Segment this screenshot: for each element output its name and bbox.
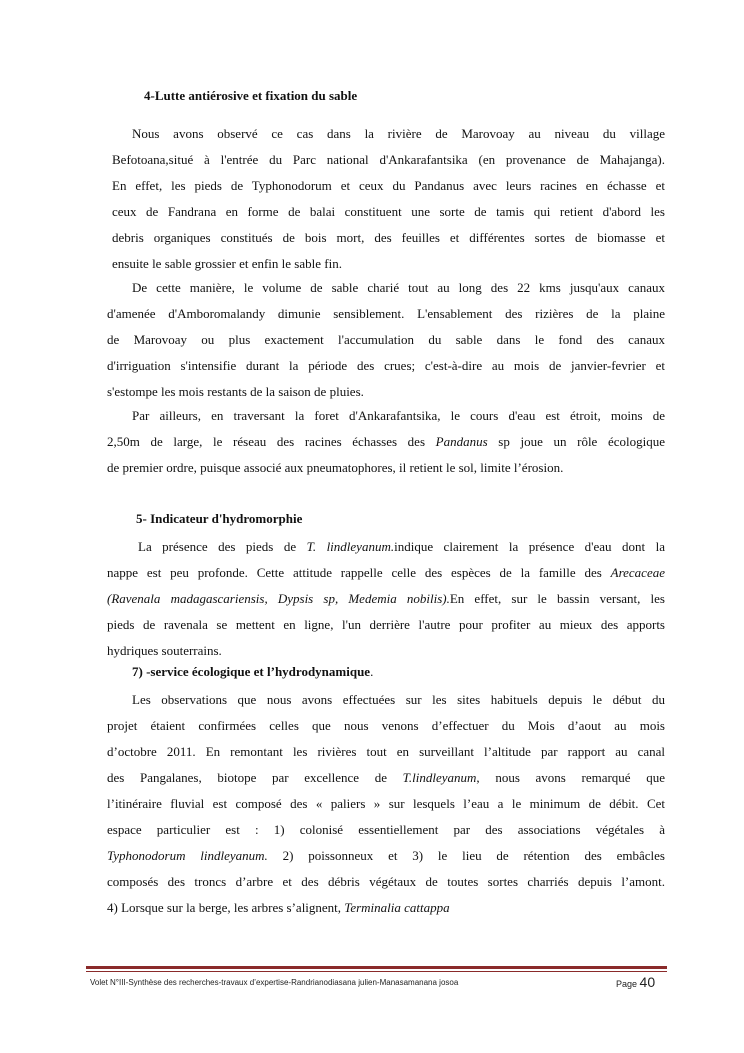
section-4-paragraph-1 <box>112 121 665 277</box>
species-name: T. lindleyanum. <box>306 539 395 554</box>
text-line: De cette manière, le volume de sable charié tout au long des 22 kms jusqu'aux canaux <box>132 280 665 295</box>
text-run: sp joue un rôle écologique <box>487 434 665 449</box>
page-number-label <box>616 974 655 990</box>
text-line: projet étaient confirmées celles que nous venons d’effectuer du Mois d’aout au mois <box>107 718 665 733</box>
text-line: hydriques souterrains. <box>107 643 222 658</box>
text-line: l’itinéraire fluvial est composé des « paliers » sur lesquels l’eau a le minimum de débit. Cet <box>107 796 665 811</box>
text-line: espace particulier est : 1) colonisé essentiellement par des associations végétales à <box>107 822 665 837</box>
page-number: 40 <box>639 974 656 990</box>
text-line <box>107 843 665 869</box>
text-line: Befotoana,situé à l'entrée du Parc national d'Ankarafantsika (en provenance de Mahajanga). <box>112 152 665 167</box>
text-run: 2,50m de large, le réseau des racines échasses des <box>107 434 436 449</box>
text-line: ceux de Fandrana en forme de balai constituent une sorte de tamis qui retient d'abord les <box>112 204 665 219</box>
species-list: (Ravenala madagascariensis, Dypsis sp, Medemia nobilis). <box>107 591 450 606</box>
text-run: indique clairement la présence d'eau dont la <box>394 539 665 554</box>
species-name: Typhonodorum lindleyanum. <box>107 848 268 863</box>
section-7-paragraph <box>107 687 665 921</box>
text-line: Les observations que nous avons effectuées sur les sites habituels depuis le début du <box>132 692 665 707</box>
text-line <box>107 895 665 921</box>
species-name: T.lindleyanum <box>402 770 477 785</box>
footer-caption: Volet N°III-Synthèse des recherches-travaux d’expertise-Randrianodiasana julien-Manasamanana josoa <box>90 978 459 987</box>
text-run: La présence des pieds de <box>138 539 307 554</box>
section-7-heading-text: 7) -service écologique et l’hydrodynamique <box>132 664 371 679</box>
text-run: , nous avons remarqué que <box>476 770 665 785</box>
text-line: de premier ordre, puisque associé aux pneumatophores, il retient le sol, limite l’érosion. <box>107 460 564 475</box>
species-name: Pandanus <box>435 434 488 449</box>
species-name: Terminalia cattappa <box>344 900 450 915</box>
text-line: debris organiques constitués de bois mort, des feuilles et différentes sortes de biomasse et <box>112 230 665 245</box>
page-label: Page <box>616 979 638 989</box>
text-line: d’octobre 2011. En remontant les rivières tout en surveillant l’altitude par rapport au canal <box>107 744 665 759</box>
text-line: d'amenée d'Amboromalandy dimunie sensiblement. L'ensablement des rizières de la plaine <box>107 306 665 321</box>
text-line: s'estompe les mois restants de la saison de pluies. <box>107 384 364 399</box>
section-5-paragraph <box>107 534 665 664</box>
section-7-heading <box>132 664 373 680</box>
text-line: En effet, les pieds de Typhonodorum et ceux du Pandanus avec leurs racines en échasse et <box>112 178 665 193</box>
text-run: En effet, sur le bassin versant, les <box>449 591 665 606</box>
section-4-paragraph-3 <box>107 403 665 481</box>
text-line: ensuite le sable grossier et enfin le sable fin. <box>112 256 342 271</box>
footer-divider-thick <box>86 966 667 969</box>
section-4-heading: 4-Lutte antiérosive et fixation du sable <box>144 88 358 103</box>
text-line: de Marovoay ou plus exactement l'accumulation du sable dans le fond des canaux <box>107 332 665 347</box>
text-line <box>107 560 665 586</box>
text-line <box>107 586 665 612</box>
text-line: Nous avons observé ce cas dans la rivière de Marovoay au niveau du village <box>132 126 665 141</box>
section-4-paragraph-2 <box>107 275 665 405</box>
text-line: pieds de ravenala se mettent en ligne, l'un derrière l'autre pour profiter au mieux des apports <box>107 617 665 632</box>
heading-period: . <box>370 664 374 679</box>
text-line: composés des troncs d’arbre et des débris végétaux de toutes sortes charriés depuis l’amont. <box>107 874 665 889</box>
text-run: 4) Lorsque sur la berge, les arbres s’alignent, <box>107 900 345 915</box>
text-line <box>107 765 665 791</box>
section-5-heading: 5- Indicateur d'hydromorphie <box>136 511 303 526</box>
text-line <box>107 429 665 455</box>
text-line <box>107 534 665 560</box>
text-run: des Pangalanes, biotope par excellence de <box>107 770 403 785</box>
text-run: 2) poissonneux et 3) le lieu de rétention des embâcles <box>267 848 665 863</box>
text-run: nappe est peu profonde. Cette attitude rappelle celle des espèces de la famille des <box>107 565 611 580</box>
text-line: Par ailleurs, en traversant la foret d'Ankarafantsika, le cours d'eau est étroit, moins de <box>132 408 665 423</box>
text-line: d'irriguation s'intensifie durant la période des crues; c'est-à-dire au mois de janvier-fevrier et <box>107 358 665 373</box>
footer-divider-thin <box>86 971 667 972</box>
family-name: Arecaceae <box>610 565 665 580</box>
